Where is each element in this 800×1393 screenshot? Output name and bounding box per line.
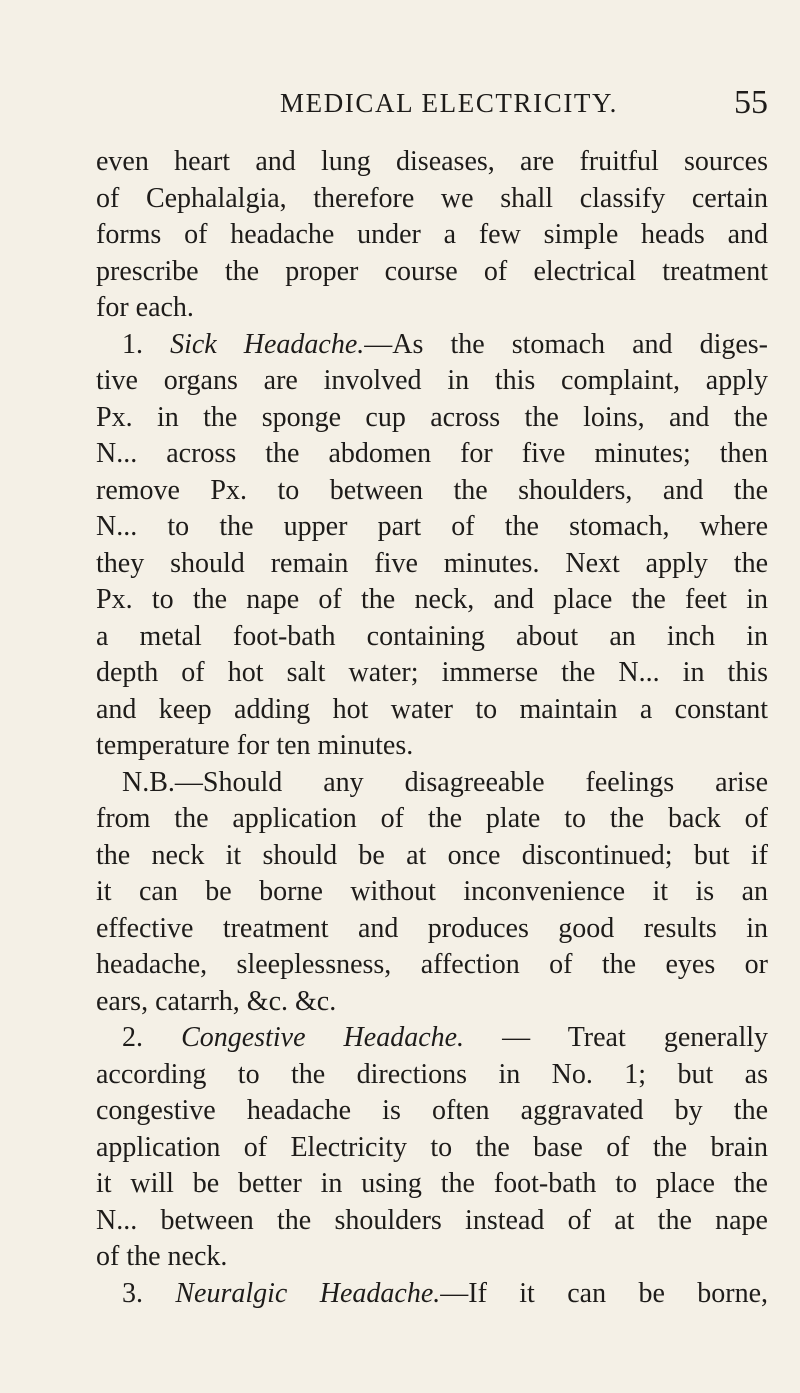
text-segment: even heart and lung diseases, are fruitful sources	[96, 146, 768, 177]
text-line	[96, 254, 768, 291]
section-heading: Sick Headache.	[170, 328, 365, 360]
text-line	[96, 363, 768, 400]
text-line	[96, 801, 768, 838]
text-segment: tive organs are involved in this complaint, apply	[96, 365, 768, 396]
text-line	[96, 1130, 768, 1167]
section-heading: Neuralgic Headache.	[175, 1277, 441, 1309]
text-segment: N.B.—Should any disagreeable feelings arise	[122, 766, 768, 798]
text-segment: —If it can be borne,	[440, 1277, 768, 1309]
body-text	[96, 144, 768, 1312]
text-segment: it can be borne without inconvenience it is an	[96, 876, 768, 907]
text-segment: ears, catarrh, &c. &c.	[96, 985, 337, 1017]
text-segment: according to the directions in No. 1; but as	[96, 1058, 768, 1090]
text-segment: N... between the shoulders instead of at the nape	[96, 1204, 768, 1236]
text-segment: application of Electricity to the base of the brain	[96, 1131, 768, 1163]
text-segment: forms of headache under a few simple heads and	[96, 219, 768, 250]
section-heading: Congestive Headache.	[181, 1022, 465, 1053]
text-segment: remove Px. to between the shoulders, and the	[96, 474, 768, 506]
text-segment: temperature for ten minutes.	[96, 730, 414, 761]
text-segment: Px. to the nape of the neck, and place the feet in	[96, 584, 768, 615]
text-segment: — Treat generally	[464, 1022, 768, 1053]
text-line	[96, 655, 768, 692]
text-line	[96, 327, 768, 364]
text-segment: of the neck.	[96, 1241, 228, 1272]
page-header	[96, 84, 768, 128]
text-segment: from the application of the plate to the back of	[96, 803, 768, 834]
page-number: 55	[734, 84, 768, 121]
text-line	[96, 765, 768, 802]
text-line	[96, 619, 768, 656]
text-segment: 3.	[122, 1277, 176, 1309]
text-line	[96, 947, 768, 984]
text-line	[96, 1166, 768, 1203]
text-segment: depth of hot salt water; immerse the N... in this	[96, 657, 768, 688]
text-line	[96, 1239, 768, 1276]
text-line	[96, 838, 768, 875]
text-segment: congestive headache is often aggravated by the	[96, 1095, 768, 1126]
text-line	[96, 874, 768, 911]
text-line	[96, 436, 768, 473]
running-title: MEDICAL ELECTRICITY.	[280, 88, 618, 118]
text-segment: N... across the abdomen for five minutes; then	[96, 438, 768, 469]
text-segment: N... to the upper part of the stomach, where	[96, 511, 768, 542]
text-line	[96, 728, 768, 765]
text-segment: it will be better in using the foot-bath to place the	[96, 1168, 768, 1199]
text-segment: a metal foot-bath containing about an inch in	[96, 620, 768, 652]
text-line	[96, 1276, 768, 1313]
text-line	[96, 217, 768, 254]
text-line	[96, 181, 768, 218]
text-line	[96, 144, 768, 181]
text-segment: for each.	[96, 292, 194, 323]
text-line	[96, 911, 768, 948]
text-line	[96, 692, 768, 729]
text-segment: effective treatment and produces good results in	[96, 912, 768, 944]
text-line	[96, 290, 768, 327]
text-segment: Px. in the sponge cup across the loins, and the	[96, 401, 768, 433]
text-segment: 2.	[122, 1022, 182, 1053]
text-segment: of Cephalalgia, therefore we shall classify certain	[96, 182, 768, 214]
text-segment: 1.	[122, 328, 171, 360]
text-line	[96, 473, 768, 510]
text-segment: prescribe the proper course of electrical treatment	[96, 255, 768, 287]
text-segment: they should remain five minutes. Next apply the	[96, 547, 768, 579]
text-line	[96, 1093, 768, 1130]
text-line	[96, 582, 768, 619]
text-line	[96, 1203, 768, 1240]
text-line	[96, 1057, 768, 1094]
text-segment: —As the stomach and diges-	[364, 328, 768, 360]
text-segment: and keep adding hot water to maintain a constant	[96, 693, 768, 725]
text-line	[96, 1020, 768, 1057]
text-line	[96, 546, 768, 583]
text-line	[96, 509, 768, 546]
text-line	[96, 400, 768, 437]
text-line	[96, 984, 768, 1021]
text-segment: the neck it should be at once discontinued; but if	[96, 839, 768, 871]
text-segment: headache, sleeplessness, affection of the eyes or	[96, 949, 768, 980]
